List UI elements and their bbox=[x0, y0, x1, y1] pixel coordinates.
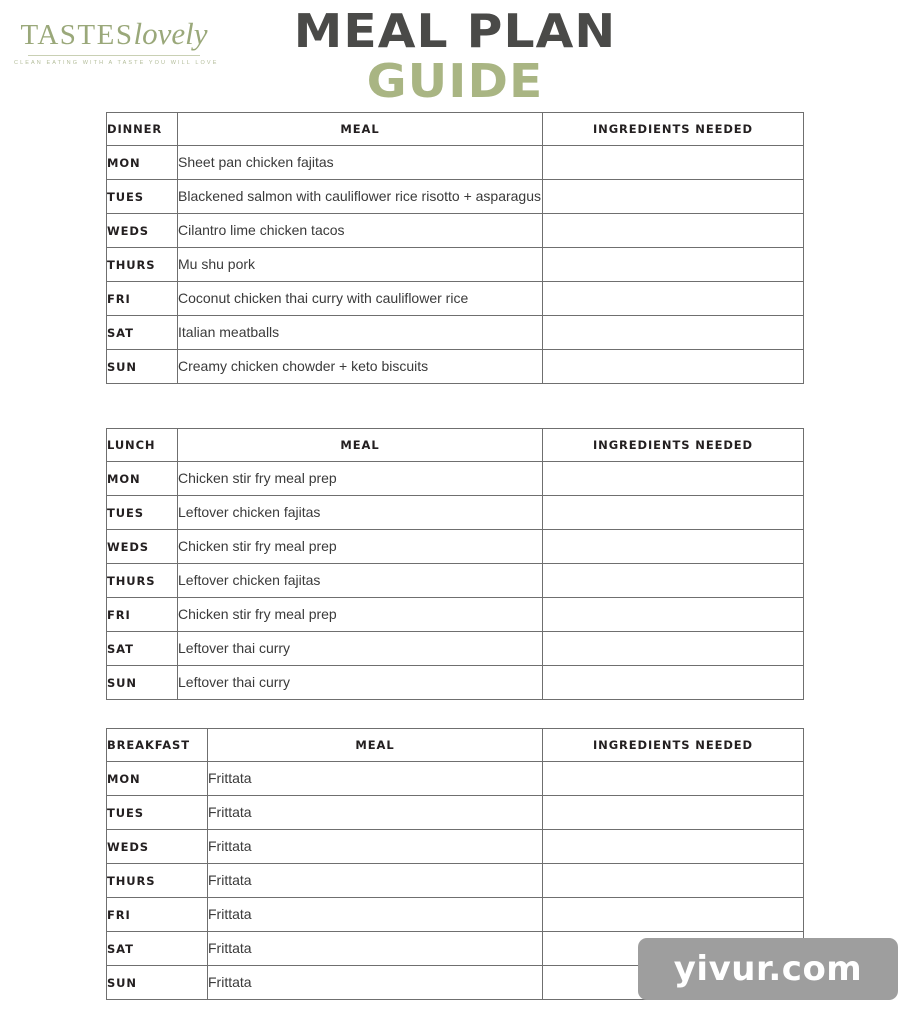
dinner-ingredients-tues[interactable] bbox=[543, 180, 804, 214]
lunch-meal-sat: Leftover thai curry bbox=[178, 632, 543, 666]
table-row bbox=[107, 316, 804, 350]
dinner-table bbox=[106, 112, 804, 384]
dinner-meal-thurs: Mu shu pork bbox=[178, 248, 543, 282]
dinner-meal-mon: Sheet pan chicken fajitas bbox=[178, 146, 543, 180]
page-title-line1: MEAL PLAN bbox=[293, 4, 617, 58]
lunch-meal-fri: Chicken stir fry meal prep bbox=[178, 598, 543, 632]
breakfast-meal-tues: Frittata bbox=[208, 796, 543, 830]
table-row bbox=[107, 666, 804, 700]
dinner-ingredients-fri[interactable] bbox=[543, 282, 804, 316]
dinner-day-weds: WEDS bbox=[107, 214, 178, 248]
lunch-day-sat: SAT bbox=[107, 632, 178, 666]
lunch-ingredients-sun[interactable] bbox=[543, 666, 804, 700]
breakfast-day-sun: SUN bbox=[107, 966, 208, 1000]
breakfast-meal-thurs: Frittata bbox=[208, 864, 543, 898]
breakfast-day-sat: SAT bbox=[107, 932, 208, 966]
table-row bbox=[107, 496, 804, 530]
breakfast-meal-fri: Frittata bbox=[208, 898, 543, 932]
breakfast-day-fri: FRI bbox=[107, 898, 208, 932]
table-row bbox=[107, 180, 804, 214]
breakfast-ingredients-fri[interactable] bbox=[543, 898, 804, 932]
brand-name-primary: TASTES bbox=[20, 19, 134, 51]
lunch-ingredients-tues[interactable] bbox=[543, 496, 804, 530]
dinner-meal-tues: Blackened salmon with cauliflower rice risotto + asparagus bbox=[178, 180, 543, 214]
dinner-ingredients-thurs[interactable] bbox=[543, 248, 804, 282]
breakfast-header-meal: MEAL bbox=[208, 729, 543, 762]
dinner-day-sat: SAT bbox=[107, 316, 178, 350]
dinner-meal-fri: Coconut chicken thai curry with cauliflower rice bbox=[178, 282, 543, 316]
dinner-ingredients-sun[interactable] bbox=[543, 350, 804, 384]
watermark bbox=[638, 938, 898, 1000]
dinner-day-tues: TUES bbox=[107, 180, 178, 214]
dinner-meal-sun: Creamy chicken chowder + keto biscuits bbox=[178, 350, 543, 384]
breakfast-ingredients-tues[interactable] bbox=[543, 796, 804, 830]
table-row bbox=[107, 762, 804, 796]
table-row bbox=[107, 864, 804, 898]
breakfast-meal-weds: Frittata bbox=[208, 830, 543, 864]
lunch-day-sun: SUN bbox=[107, 666, 178, 700]
watermark-text: yivur.com bbox=[673, 949, 863, 989]
table-row bbox=[107, 898, 804, 932]
breakfast-day-tues: TUES bbox=[107, 796, 208, 830]
dinner-header-ingredients: INGREDIENTS NEEDED bbox=[543, 113, 804, 146]
breakfast-meal-sat: Frittata bbox=[208, 932, 543, 966]
table-header-row bbox=[107, 429, 804, 462]
table-header-row bbox=[107, 113, 804, 146]
page-title bbox=[0, 4, 910, 108]
dinner-day-thurs: THURS bbox=[107, 248, 178, 282]
dinner-meal-weds: Cilantro lime chicken tacos bbox=[178, 214, 543, 248]
table-row bbox=[107, 598, 804, 632]
section-gap bbox=[106, 384, 804, 428]
lunch-day-mon: MON bbox=[107, 462, 178, 496]
table-row bbox=[107, 830, 804, 864]
brand-tagline: CLEAN EATING WITH A TASTE YOU WILL LOVE bbox=[14, 60, 219, 66]
section-gap bbox=[106, 700, 804, 728]
lunch-header-ingredients: INGREDIENTS NEEDED bbox=[543, 429, 804, 462]
breakfast-meal-sun: Frittata bbox=[208, 966, 543, 1000]
lunch-meal-sun: Leftover thai curry bbox=[178, 666, 543, 700]
table-row bbox=[107, 248, 804, 282]
lunch-day-weds: WEDS bbox=[107, 530, 178, 564]
breakfast-ingredients-thurs[interactable] bbox=[543, 864, 804, 898]
lunch-day-fri: FRI bbox=[107, 598, 178, 632]
dinner-header-day: DINNER bbox=[107, 113, 178, 146]
dinner-day-sun: SUN bbox=[107, 350, 178, 384]
table-row bbox=[107, 632, 804, 666]
lunch-ingredients-thurs[interactable] bbox=[543, 564, 804, 598]
breakfast-day-mon: MON bbox=[107, 762, 208, 796]
breakfast-ingredients-weds[interactable] bbox=[543, 830, 804, 864]
lunch-header-day: LUNCH bbox=[107, 429, 178, 462]
lunch-day-tues: TUES bbox=[107, 496, 178, 530]
table-header-row bbox=[107, 729, 804, 762]
lunch-header-meal: MEAL bbox=[178, 429, 543, 462]
table-row bbox=[107, 214, 804, 248]
dinner-header-meal: MEAL bbox=[178, 113, 543, 146]
dinner-ingredients-sat[interactable] bbox=[543, 316, 804, 350]
page-header bbox=[0, 0, 910, 112]
lunch-ingredients-mon[interactable] bbox=[543, 462, 804, 496]
lunch-day-thurs: THURS bbox=[107, 564, 178, 598]
breakfast-day-weds: WEDS bbox=[107, 830, 208, 864]
dinner-ingredients-weds[interactable] bbox=[543, 214, 804, 248]
breakfast-day-thurs: THURS bbox=[107, 864, 208, 898]
table-row bbox=[107, 462, 804, 496]
page-title-line2: GUIDE bbox=[366, 53, 544, 108]
lunch-ingredients-weds[interactable] bbox=[543, 530, 804, 564]
brand-name-secondary: lovely bbox=[133, 16, 208, 51]
dinner-day-fri: FRI bbox=[107, 282, 178, 316]
breakfast-ingredients-mon[interactable] bbox=[543, 762, 804, 796]
lunch-ingredients-fri[interactable] bbox=[543, 598, 804, 632]
lunch-meal-thurs: Leftover chicken fajitas bbox=[178, 564, 543, 598]
table-row bbox=[107, 350, 804, 384]
meal-plan-sheet bbox=[0, 112, 910, 1000]
dinner-ingredients-mon[interactable] bbox=[543, 146, 804, 180]
breakfast-header-day: BREAKFAST bbox=[107, 729, 208, 762]
dinner-day-mon: MON bbox=[107, 146, 178, 180]
lunch-meal-tues: Leftover chicken fajitas bbox=[178, 496, 543, 530]
lunch-ingredients-sat[interactable] bbox=[543, 632, 804, 666]
lunch-meal-weds: Chicken stir fry meal prep bbox=[178, 530, 543, 564]
breakfast-meal-mon: Frittata bbox=[208, 762, 543, 796]
table-row bbox=[107, 796, 804, 830]
breakfast-header-ingredients: INGREDIENTS NEEDED bbox=[543, 729, 804, 762]
lunch-meal-mon: Chicken stir fry meal prep bbox=[178, 462, 543, 496]
table-row bbox=[107, 146, 804, 180]
table-row bbox=[107, 282, 804, 316]
table-row bbox=[107, 564, 804, 598]
lunch-table bbox=[106, 428, 804, 700]
dinner-meal-sat: Italian meatballs bbox=[178, 316, 543, 350]
table-row bbox=[107, 530, 804, 564]
